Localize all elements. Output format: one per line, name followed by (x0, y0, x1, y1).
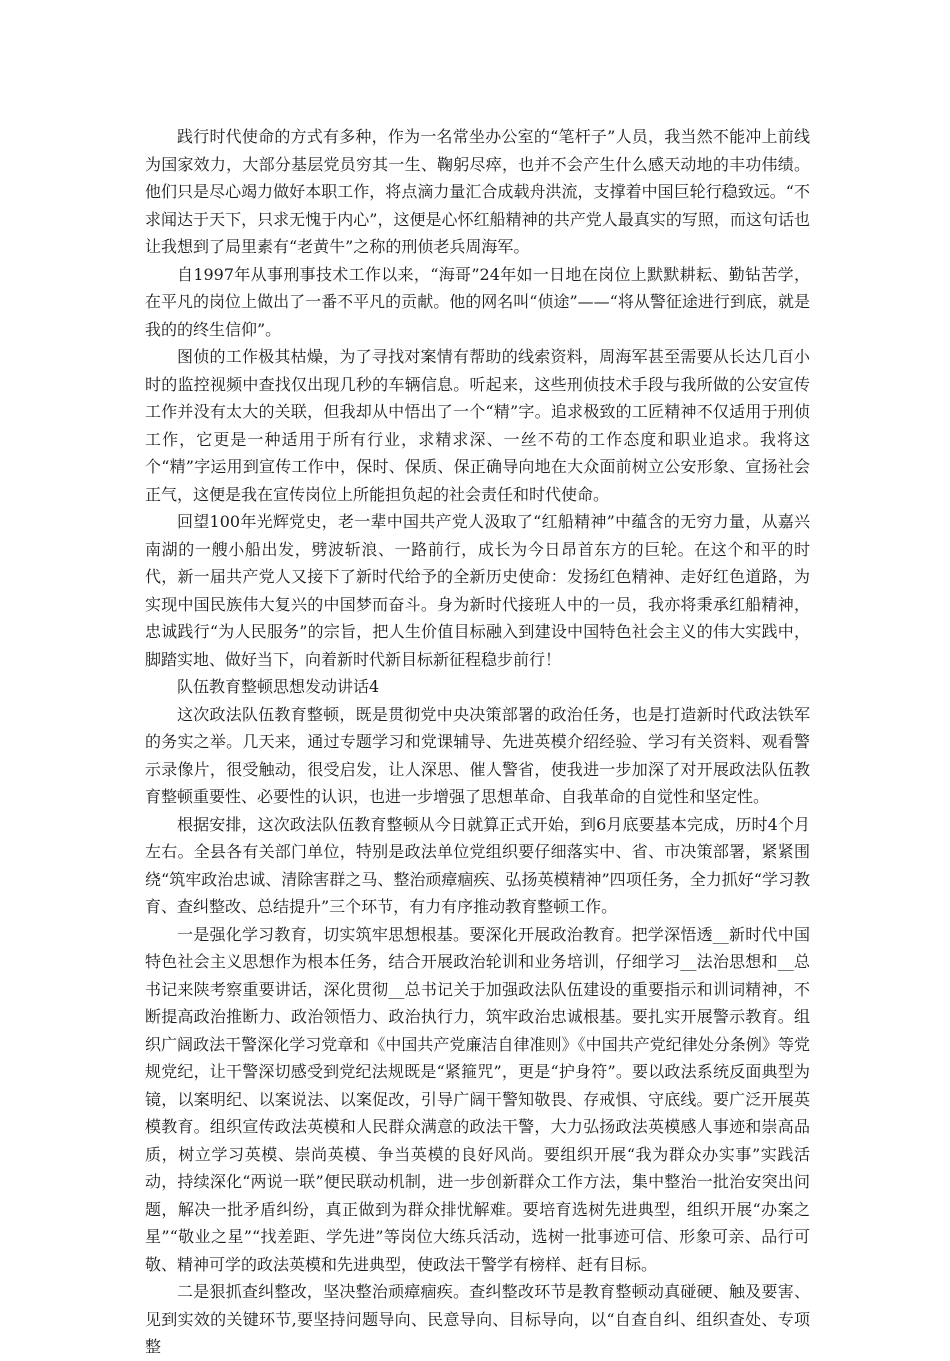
paragraph-hai-ge: 自1997年从事刑事技术工作以来，“海哥”24年如一日地在岗位上默默耕耘、勤钻苦学，在平凡的岗位上做出了一番不平凡的贡献。他的网名叫“侦途”——“将从警征途进行到底，就是我的的终生信仰”。 (145, 264, 810, 339)
paragraph-image-investigation: 图侦的工作极其枯燥，为了寻找对案情有帮助的线索资料，周海军甚至需要从长达几百小时的监控视频中查找仅出现几秒的车辆信息。听起来，这些刑侦技术手段与我所做的公安宣传工作并没有太大的关联，但我却从中悟出了一个“精”字。追求极致的工匠精神不仅适用于刑侦工作，它更是一种适用于所有行业，求精求深、一丝不苟的工作态度和职业追求。我将这个“精”字运用到宣传工作中，保时、保质、保正确导向地在大众面前树立公安形象、宣扬社会正气，这便是我在宣传岗位上所能担负起的社会责任和时代使命。 (145, 347, 810, 504)
paragraph-study-education: 一是强化学习教育，切实筑牢思想根基。要深化开展政治教育。把学深悟透__新时代中国特色社会主义思想作为根本任务，结合开展政治轮训和业务培训，仔细学习__法治思想和__总书记来陕考察重要讲话，深化贯彻__总书记关于加强政法队伍建设的重要指示和训词精神，不断提高政治推断力、政治领悟力、政治执行力，筑牢政治忠诚根基。要扎实开展警示教育。组织广阔政法干警深化学习党章和《中国共产党廉洁自律准则》《中国共产党纪律处分条例》等党规党纪，让干警深切感受到党纪法规既是“紧箍咒”，更是“护身符”。要以政法系统反面典型为镜，以案明纪、以案说法、以案促改，引导广阔干警知敬畏、存戒惧、守底线。要广泛开展英模教育。组织宣传政法英模和人民群众满意的政法干警，大力弘扬政法英模感人事迹和崇高品质，树立学习英模、崇尚英模、争当英模的良好风尚。要组织开展“我为群众办实事”实践活动，持续深化“两说一联”便民联动机制，进一步创新群众工作方法，集中整治一批治安突出问题，解决一批矛盾纠纷，真正做到为群众排忧解难。要培育选树先进典型，组织开展“办案之星”“敬业之星”“找差距、学先进”等岗位大练兵活动，选树一批事迹可信、形象可亲、品行可敬、精神可学的政法英模和先进典型，使政法干警学有榜样、赶有目标。 (145, 924, 810, 1274)
paragraph-inspection-rectification: 二是狠抓查纠整改，坚决整治顽瘴痼疾。查纠整改环节是教育整顿动真碰硬、触及要害、见到实效的关键环节,要坚持问题导向、民意导向、目标导向，以“自查自纠、组织查处、专项整 (145, 1282, 810, 1356)
section-heading: 队伍教育整顿思想发动讲话4 (177, 677, 380, 696)
paragraph-duty-mission: 践行时代使命的方式有多种，作为一名常坐办公室的“笔杆子”人员，我当然不能冲上前线为国家效力，大部分基层党员穷其一生、鞠躬尽瘁，也并不会产生什么感天动地的丰功伟绩。他们只是尽心竭力做好本职工作，将点滴力量汇合成载舟洪流，支撑着中国巨轮行稳致远。“不求闻达于天下，只求无愧于内心”，这便是心怀红船精神的共产党人最真实的写照，而这句话也让我想到了局里素有“老黄牛”之称的刑侦老兵周海军。 (145, 127, 810, 256)
paragraph-arrangement: 根据安排，这次政法队伍教育整顿从今日就算正式开始，到6月底要基本完成，历时4个月左右。全县各有关部门单位，特别是政法单位党组织要仔细落实中、省、市决策部署，紧紧围绕“筑牢政治忠诚、清除害群之马、整治顽瘴痼疾、弘扬英模精神”四项任务，全力抓好“学习教育、查纠整改、总结提升”三个环节，有力有序推动教育整顿工作。 (145, 814, 810, 916)
paragraph-party-history: 回望100年光辉党史，老一辈中国共产党人汲取了“红船精神”中蕴含的无穷力量，从嘉兴南湖的一艘小船出发，劈波斩浪、一路前行，成长为今日昂首东方的巨轮。在这个和平的时代，新一届共产党人又接下了新时代给予的全新历史使命：发扬红色精神、走好红色道路，为实现中国民族伟大复兴的中国梦而奋斗。身为新时代接班人中的一员，我亦将秉承红船精神，忠诚践行“为人民服务”的宗旨，把人生价值目标融入到建设中国特色社会主义的伟大实践中，脚踏实地、做好当下，向着新时代新目标新征程稳步前行！ (145, 512, 810, 669)
paragraph-rectification-intro: 这次政法队伍教育整顿，既是贯彻党中央决策部署的政治任务，也是打造新时代政法铁军的务实之举。几天来，通过专题学习和党课辅导、先进英模介绍经验、学习有关资料、观看警示录像片，很受触动，很受启发，让人深思、催人警省，使我进一步加深了对开展政法队伍教育整顿重要性、必要性的认识，也进一步增强了思想革命、自我革命的自觉性和坚定性。 (145, 704, 810, 806)
document-body (145, 123, 810, 1361)
